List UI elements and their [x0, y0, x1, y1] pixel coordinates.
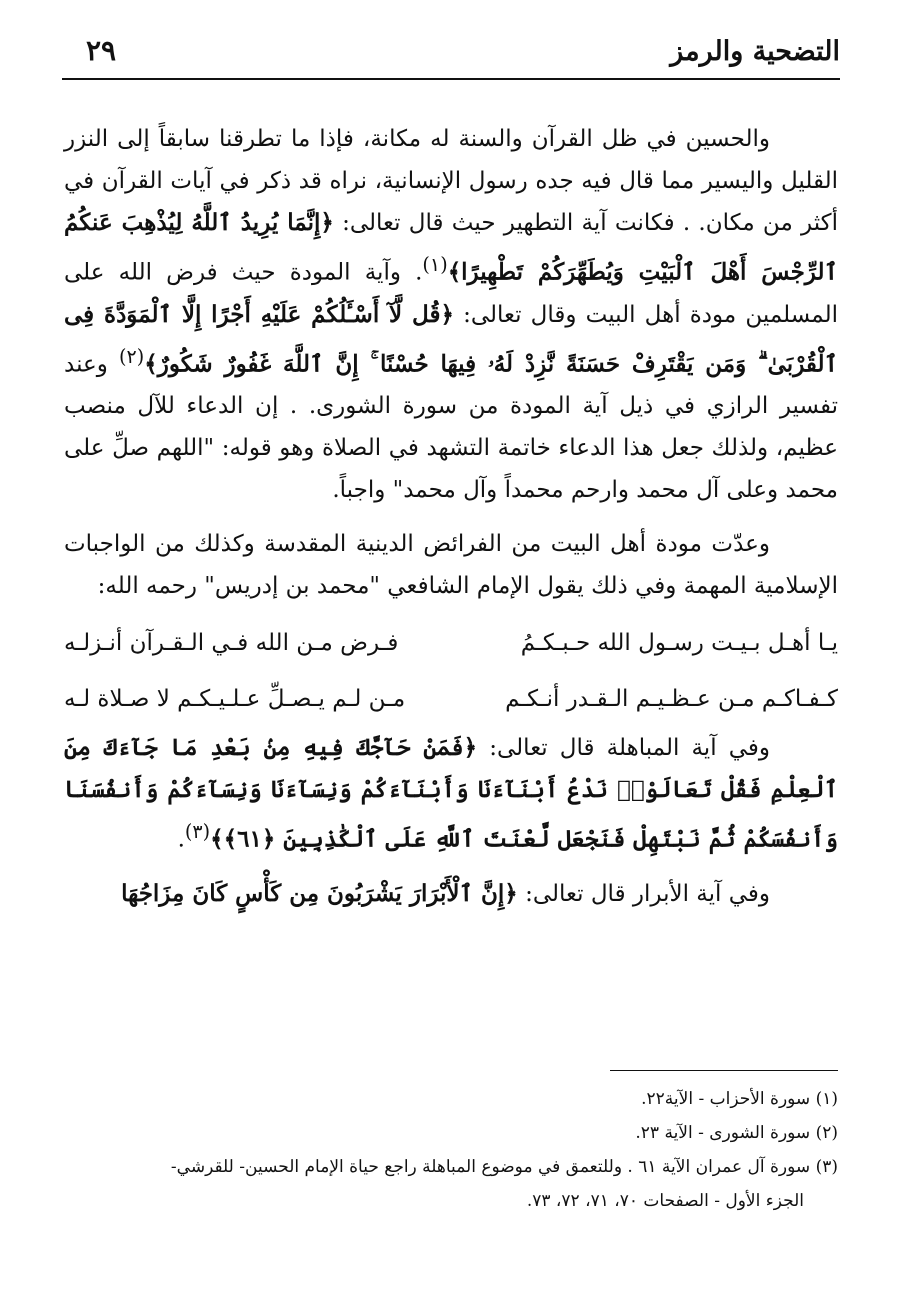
footnote-rule [610, 1070, 838, 1071]
paragraph-1-middle: . وآية المودة حيث فرض الله على المسلمين مودة أهل البيت وقال تعالى: [64, 259, 838, 328]
quran-verse-purification: ﴿إِنَّمَا يُرِيدُ ٱللَّهُ لِيُذْهِبَ عَنكُمُ ٱلرِّجْسَ أَهْلَ ٱلْبَيْتِ وَيُطَهِّرَكُمْ تَطْهِيرًا﴾ [64, 209, 838, 286]
paragraph-3 [64, 727, 838, 861]
verse-2-second-hemistich: مـن لـم يـصـلِّ عـلـيـكـم لا صـلاة لـه [64, 686, 406, 713]
verse-2-first-hemistich: كـفـاكـم مـن عـظـيـم الـقـدر أنـكـم [505, 686, 838, 713]
footnote-3: (٣) سورة آل عمران الآية ٦١ . وللتعمق في موضوع المباهلة راجع حياة الإمام الحسين- للقرشي- [170, 1157, 838, 1177]
paragraph-1-end: وعند تفسير الرازي في ذيل آية المودة من سورة الشورى. . إن الدعاء للآل منصب عظيم، ولذلك جعل هذا الدعاء خاتمة التشهد في الصلاة وهو قوله: "اللهم صلِّ على محمد وعلى آل محمد وارحم محمداً وآل محمد" واجباً. [64, 351, 838, 504]
verse-1-second-hemistich: فـرض مـن الله فـي الـقـرآن أنـزلـه [64, 630, 399, 657]
poem [64, 615, 838, 727]
paragraph-3-text: وفي آية المباهلة قال تعالى: [477, 735, 770, 762]
footnote-2: (٢) سورة الشورى - الآية ٢٣. [635, 1123, 838, 1143]
paragraph-4-text: وفي آية الأبرار قال تعالى: [517, 880, 770, 907]
footnote-3-continuation: الجزء الأول - الصفحات ٧٠، ٧١، ٧٢، ٧٣. [526, 1191, 804, 1211]
paragraph-1-text: والحسين في ظل القرآن والسنة له مكانة، فإذا ما تطرقنا سابقاً إلى النزر القليل واليسير مما قال فيه جده رسول الإنسانية، نراه قد ذكر في آيات القرآن في أكثر من مكان. . فكانت آية التطهير حيث قال تعالى: [64, 126, 838, 236]
paragraph-1 [64, 118, 838, 511]
page-header [62, 28, 840, 80]
page-number: ٢٩ [86, 34, 117, 67]
paragraph-4 [64, 873, 838, 915]
footnotes [60, 1082, 838, 1218]
running-title: التضحية والرمز [670, 36, 840, 67]
header-rule [62, 78, 840, 80]
footnote-ref-3: (٣) [184, 820, 211, 844]
poem-verse-1 [64, 615, 838, 671]
body-text [64, 118, 838, 915]
verse-1-first-hemistich: يـا أهـل بـيـت رسـول الله حـبـكـمُ [520, 630, 838, 657]
paragraph-3-end: . [177, 826, 185, 853]
paragraph-2: وعدّت مودة أهل البيت من الفرائض الدينية المقدسة وكذلك من الواجبات الإسلامية المهمة وفي ذلك يقول الإمام الشافعي "محمد بن إدريس" رحمه الله: [64, 531, 838, 600]
footnote-1: (١) سورة الأحزاب - الآية٢٢. [641, 1089, 838, 1109]
footnote-ref-2: (٢) [119, 344, 145, 368]
quran-verse-affection: ﴿قُل لَّآ أَسْـَٔلُكُمْ عَلَيْهِ أَجْرًا إِلَّا ٱلْمَوَدَّةَ فِى ٱلْقُرْبَىٰ ۗ وَمَن يَقْتَرِفْ حَسَنَةً نَّزِدْ لَهُۥ فِيهَا حُسْنًا ۚ إِنَّ ٱللَّهَ غَفُورٌ شَكُورٌ﴾ [64, 300, 838, 378]
poem-verse-2 [64, 671, 838, 727]
footnote-ref-1: (١) [422, 253, 448, 276]
quran-verse-abrar: ﴿إِنَّ ٱلْأَبْرَارَ يَشْرَبُونَ مِن كَأْسٍ كَانَ مِزَاجُهَا [121, 879, 518, 907]
quran-verse-mubahala: ﴿فَمَنْ حَآجَّكَ فِيهِ مِنۢ بَعْدِ مَا جَآءَكَ مِنَ ٱلْعِلْمِ فَقُلْ تَعَالَوْا۟ نَدْعُ أَبْنَآءَنَا وَأَبْنَآءَكُمْ وَنِسَآءَنَا وَنِسَآءَكُمْ وَأَنفُسَنَا وَأَنفُسَكُمْ ثُمَّ نَبْتَهِلْ فَنَجْعَل لَّعْنَتَ ٱللَّهِ عَلَى ٱلْكَٰذِبِينَ ﴿٦١﴾﴾ [64, 734, 838, 853]
